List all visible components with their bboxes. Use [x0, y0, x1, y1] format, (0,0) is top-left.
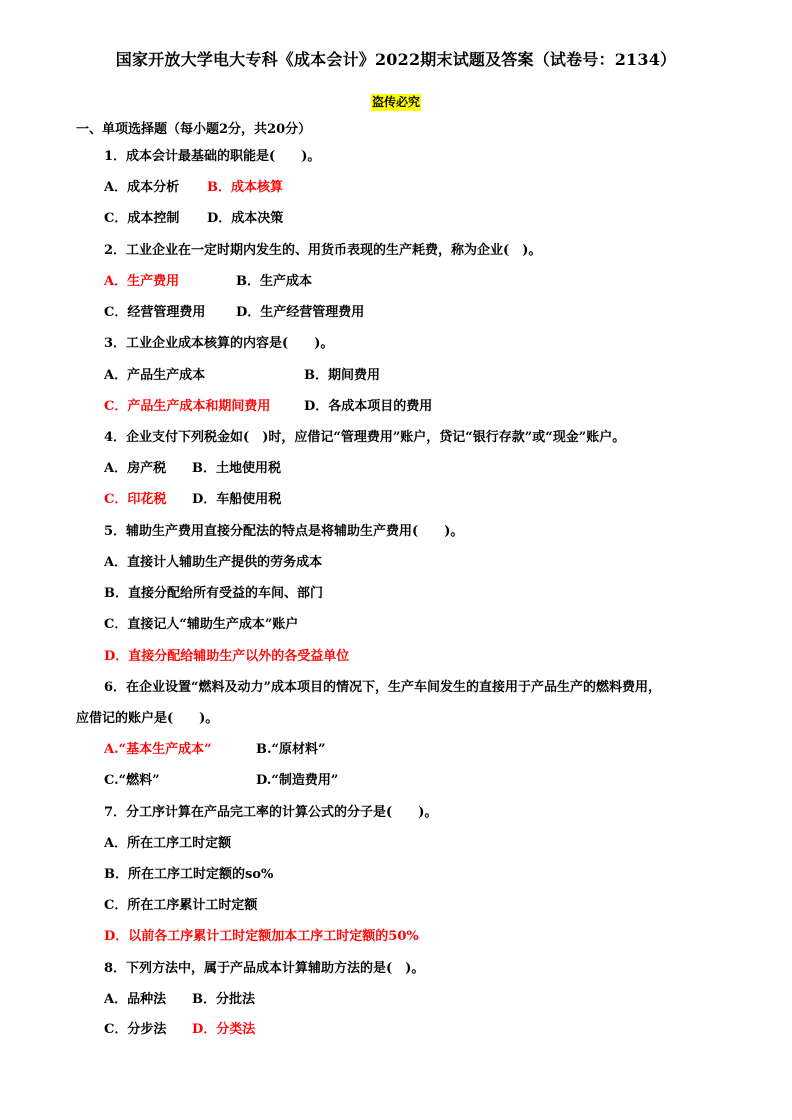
question-6-stem-line-1: 6．在企业设置“燃料及动力”成本项目的情况下，生产车间发生的直接用于产品生产的燃料费用， [104, 680, 662, 695]
banner-wrap [0, 91, 792, 111]
question-7-option-d-correct: D．以前各工序累计工时定额加本工序工时定额的50% [104, 929, 419, 944]
question-4-option-b: B．土地使用税 [192, 461, 281, 476]
question-7-option-a: A．所在工序工时定额 [104, 836, 232, 851]
piracy-banner: 盗传必究 [371, 95, 420, 109]
question-5-option-c: C．直接记人“辅助生产成本”账户 [104, 617, 299, 632]
question-2-stem: 2．工业企业在一定时期内发生的、用货币表现的生产耗费，称为企业( )。 [104, 243, 542, 258]
question-4-options-row-2 [104, 491, 704, 509]
question-4-option-c-correct: C．印花税 [104, 492, 167, 507]
question-7-stem: 7．分工序计算在产品完工率的计算公式的分子是( )。 [104, 805, 438, 820]
question-8-options-row-1 [104, 991, 704, 1009]
section-heading: 一、单项选择题（每小题2分，共20分） [76, 122, 312, 137]
question-6-option-c: C.“燃料” [104, 773, 160, 788]
question-3-option-a: A．产品生产成本 [104, 368, 206, 383]
question-3-option-c-correct: C．产品生产成本和期间费用 [104, 399, 271, 414]
question-4-options-row-1 [104, 460, 704, 478]
question-2-option-b: B．生产成本 [236, 274, 312, 289]
question-2-options-row-2 [104, 304, 704, 322]
question-8-stem: 8．下列方法中，属于产品成本计算辅助方法的是( )。 [104, 961, 425, 976]
question-8-option-a: A．品种法 [104, 992, 167, 1007]
question-3-stem: 3．工业企业成本核算的内容是( )。 [104, 336, 334, 351]
question-3-option-d: D．各成本项目的费用 [304, 399, 433, 414]
question-7-option-b: B．所在工序工时定额的so% [104, 867, 274, 882]
page-title: 国家开放大学电大专科《成本会计》2022期末试题及答案（试卷号：2134） [115, 50, 677, 69]
question-5-option-a: A．直接计人辅助生产提供的劳务成本 [104, 555, 323, 570]
question-7-option-c: C．所在工序累计工时定额 [104, 898, 258, 913]
question-2-options-row-1 [104, 273, 704, 291]
question-6-options-row-1 [104, 741, 704, 759]
question-4-stem: 4．企业支付下列税金如( )时，应借记“管理费用”账户，贷记“银行存款”或“现金”账户。 [104, 430, 626, 445]
question-8-option-c: C．分步法 [104, 1022, 167, 1037]
question-1-option-b-correct: B．成本核算 [207, 180, 283, 195]
question-1-option-d: D．成本决策 [207, 211, 284, 226]
question-5-option-b: B．直接分配给所有受益的车间、部门 [104, 586, 323, 601]
question-5-option-d-correct: D．直接分配给辅助生产以外的各受益单位 [104, 649, 350, 664]
question-2-option-a-correct: A．生产费用 [104, 274, 180, 289]
question-6-stem-line-2: 应借记的账户是( )。 [76, 711, 219, 726]
question-2-option-c: C．经营管理费用 [104, 305, 206, 320]
question-4-option-a: A．房产税 [104, 461, 167, 476]
question-3-options-row-2 [104, 398, 704, 416]
question-2-option-d: D．生产经营管理费用 [236, 305, 365, 320]
question-1-options-row-2 [104, 210, 704, 228]
question-4-option-d: D．车船使用税 [192, 492, 282, 507]
question-8-option-d-correct: D．分类法 [192, 1022, 256, 1037]
question-1-option-c: C．成本控制 [104, 211, 180, 226]
question-6-option-d: D.“制造费用” [256, 773, 339, 788]
question-6-option-b: B.“原材料” [256, 742, 326, 757]
question-8-option-b: B．分批法 [192, 992, 255, 1007]
question-1-options-row-1 [104, 179, 704, 197]
question-1-stem: 1．成本会计最基础的职能是( )。 [104, 149, 321, 164]
question-3-options-row-1 [104, 367, 704, 385]
question-8-options-row-2 [104, 1021, 704, 1039]
question-6-options-row-2 [104, 772, 704, 790]
question-3-option-b: B．期间费用 [304, 368, 380, 383]
question-6-option-a-correct: A.“基本生产成本” [104, 742, 212, 757]
question-1-option-a: A．成本分析 [104, 180, 180, 195]
question-5-stem: 5．辅助生产费用直接分配法的特点是将辅助生产费用( )。 [104, 524, 464, 539]
